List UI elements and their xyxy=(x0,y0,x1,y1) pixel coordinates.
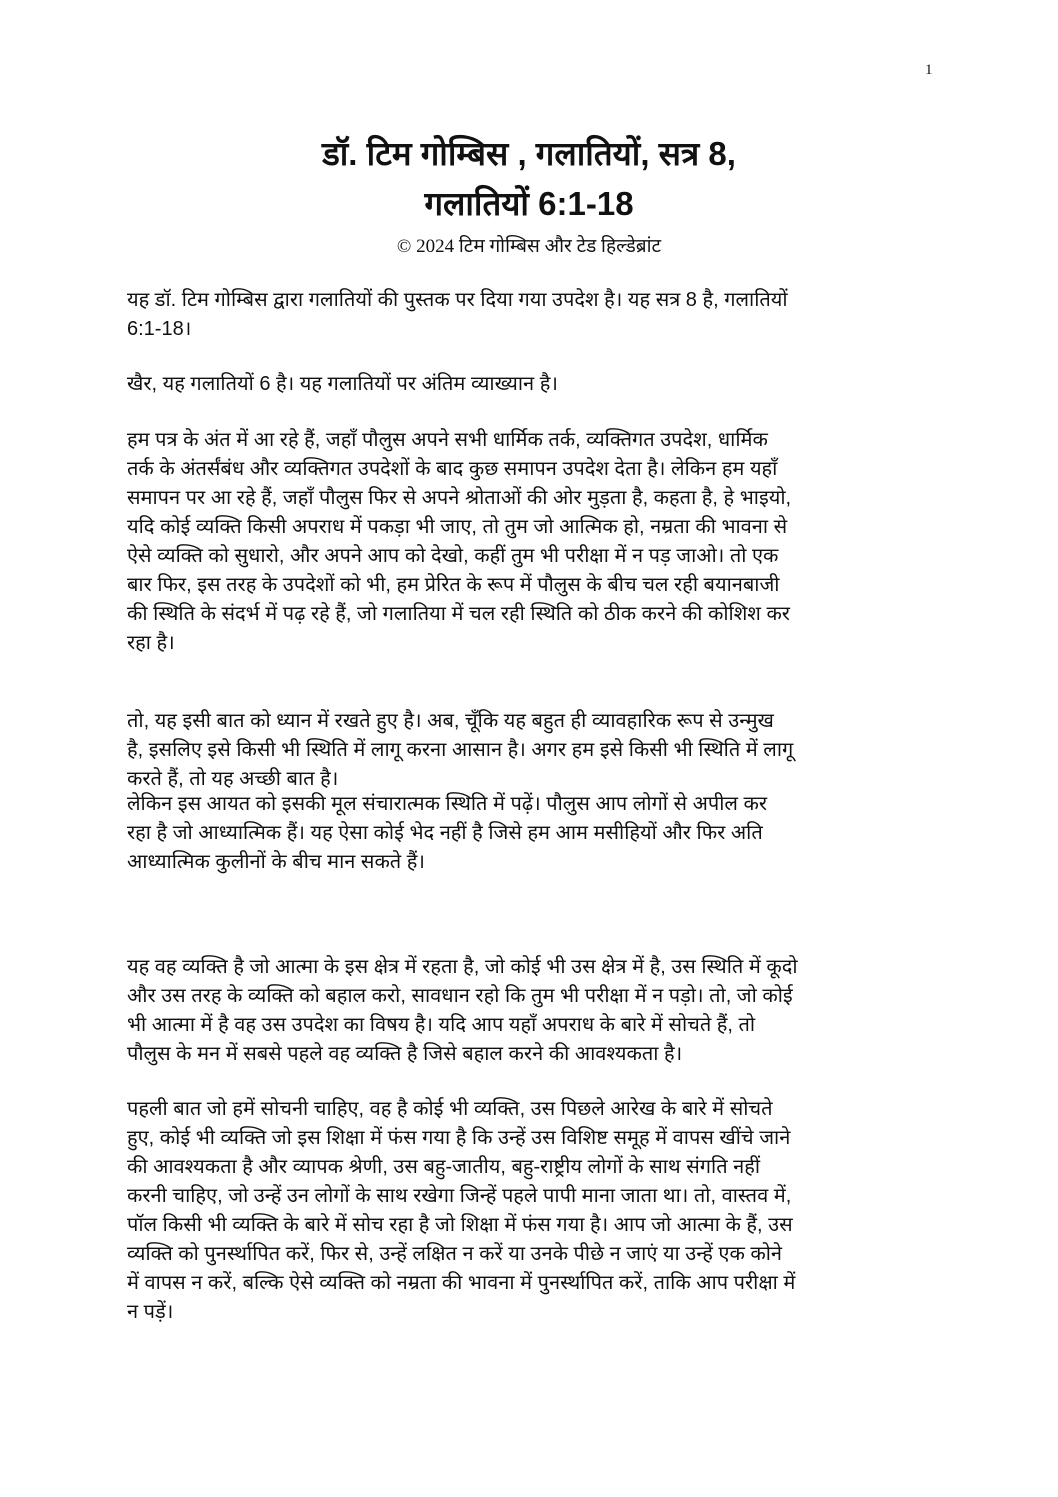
paragraph-line: है, इसलिए इसे किसी भी स्थिति में लागू करना आसान है। अगर हम इसे किसी भी स्थिति में लागू xyxy=(127,739,794,761)
paragraph xyxy=(127,790,947,877)
paragraph-line: करनी चाहिए, जो उन्हें उन लोगों के साथ रखेगा जिन्हें पहले पापी माना जाता था। तो, वास्तव में, xyxy=(127,1185,792,1207)
page-number: 1 xyxy=(925,62,933,78)
paragraph-line: यह वह व्यक्ति है जो आत्मा के इस क्षेत्र में रहता है, जो कोई भी उस क्षेत्र में है, उस स्थिति में कूदो xyxy=(127,956,798,978)
paragraph-line: तो, यह इसी बात को ध्यान में रखते हुए है। अब, चूँकि यह बहुत ही व्यावहारिक रूप से उन्मुख xyxy=(127,710,774,732)
copyright-notice: © 2024 टिम गोम्बिस और टेड हिल्डेब्रांट xyxy=(396,236,662,257)
paragraph-line: हम पत्र के अंत में आ रहे हैं, जहाँ पौलुस अपने सभी धार्मिक तर्क, व्यक्तिगत उपदेश, धार्मिक xyxy=(127,429,768,451)
paragraph xyxy=(127,370,947,399)
paragraph-line: में वापस न करें, बल्कि ऐसे व्यक्ति को नम्रता की भावना में पुनर्स्थापित करें, ताकि आप परीक्षा में xyxy=(127,1272,796,1294)
document-title-line-1: डॉ. टिम गोम्बिस , गलातियों, सत्र 8, xyxy=(322,135,736,172)
paragraph-line: और उस तरह के व्यक्ति को बहाल करो, सावधान रहो कि तुम भी परीक्षा में न पड़ो। तो, जो कोई xyxy=(127,985,793,1007)
paragraph-line: बार फिर, इस तरह के उपदेशों को भी, हम प्रेरित के रूप में पौलुस के बीच चल रही बयानबाजी xyxy=(127,574,780,596)
paragraph-line: की स्थिति के संदर्भ में पढ़ रहे हैं, जो गलातिया में चल रही स्थिति को ठीक करने की कोशिश कर xyxy=(127,603,790,625)
paragraph-line: रहा है। xyxy=(127,632,175,654)
paragraph-line: लेकिन इस आयत को इसकी मूल संचारात्मक स्थिति में पढ़ें। पौलुस आप लोगों से अपील कर xyxy=(127,793,768,815)
paragraph xyxy=(127,707,947,794)
paragraph-line: रहा है जो आध्यात्मिक हैं। यह ऐसा कोई भेद नहीं है जिसे हम आम मसीहियों और फिर अति xyxy=(127,822,763,844)
paragraph-line: भी आत्मा में है वह उस उपदेश का विषय है। यदि आप यहाँ अपराध के बारे में सोचते हैं, तो xyxy=(127,1014,756,1036)
paragraph-line: व्यक्ति को पुनर्स्थापित करें, फिर से, उन्हें लक्षित न करें या उनके पीछे न जाएं या उन्हें एक कोने xyxy=(127,1243,783,1265)
paragraph-line: पौलुस के मन में सबसे पहले वह व्यक्ति है जिसे बहाल करने की आवश्यकता है। xyxy=(127,1043,683,1065)
paragraph-line: तर्क के अंतर्संबंध और व्यक्तिगत उपदेशों के बाद कुछ समापन उपदेश देता है। लेकिन हम यहाँ xyxy=(127,458,778,480)
document-title-line-2: गलातियों 6:1-18 xyxy=(424,185,634,222)
paragraph-line: खैर, यह गलातियों 6 है। यह गलातियों पर अंतिम व्याख्यान है। xyxy=(127,373,558,395)
paragraph xyxy=(127,286,947,344)
paragraph-line: ऐसे व्यक्ति को सुधारो, और अपने आप को देखो, कहीं तुम भी परीक्षा में न पड़ जाओ। तो एक xyxy=(127,545,779,567)
paragraph-line: आध्यात्मिक कुलीनों के बीच मान सकते हैं। xyxy=(127,851,425,873)
paragraph xyxy=(127,426,947,658)
paragraph-line: यह डॉ. टिम गोम्बिस द्वारा गलातियों की पुस्तक पर दिया गया उपदेश है। यह सत्र 8 है, गलातियों xyxy=(127,289,788,311)
paragraph-line: यदि कोई व्यक्ति किसी अपराध में पकड़ा भी जाए, तो तुम जो आत्मिक हो, नम्रता की भावना से xyxy=(127,516,788,538)
paragraph-line: 6:1-18। xyxy=(127,318,192,340)
paragraph xyxy=(127,1095,947,1327)
paragraph-line: हुए, कोई भी व्यक्ति जो इस शिक्षा में फंस गया है कि उन्हें उस विशिष्ट समूह में वापस खींचे जाने xyxy=(127,1127,791,1149)
paragraph-line: करते हैं, तो यह अच्छी बात है। xyxy=(127,768,339,790)
paragraph xyxy=(127,953,947,1069)
paragraph-line: न पड़ें। xyxy=(127,1301,174,1323)
paragraph-line: पॉल किसी भी व्यक्ति के बारे में सोच रहा है जो शिक्षा में फंस गया है। आप जो आत्मा के हैं, उस xyxy=(127,1214,793,1236)
paragraph-line: की आवश्यकता है और व्यापक श्रेणी, उस बहु-जातीय, बहु-राष्ट्रीय लोगों के साथ संगति नहीं xyxy=(127,1156,761,1178)
paragraph-line: समापन पर आ रहे हैं, जहाँ पौलुस फिर से अपने श्रोताओं की ओर मुड़ता है, कहता है, हे भाइयो, xyxy=(127,487,792,509)
paragraph-line: पहली बात जो हमें सोचनी चाहिए, वह है कोई भी व्यक्ति, उस पिछले आरेख के बारे में सोचते xyxy=(127,1098,773,1120)
